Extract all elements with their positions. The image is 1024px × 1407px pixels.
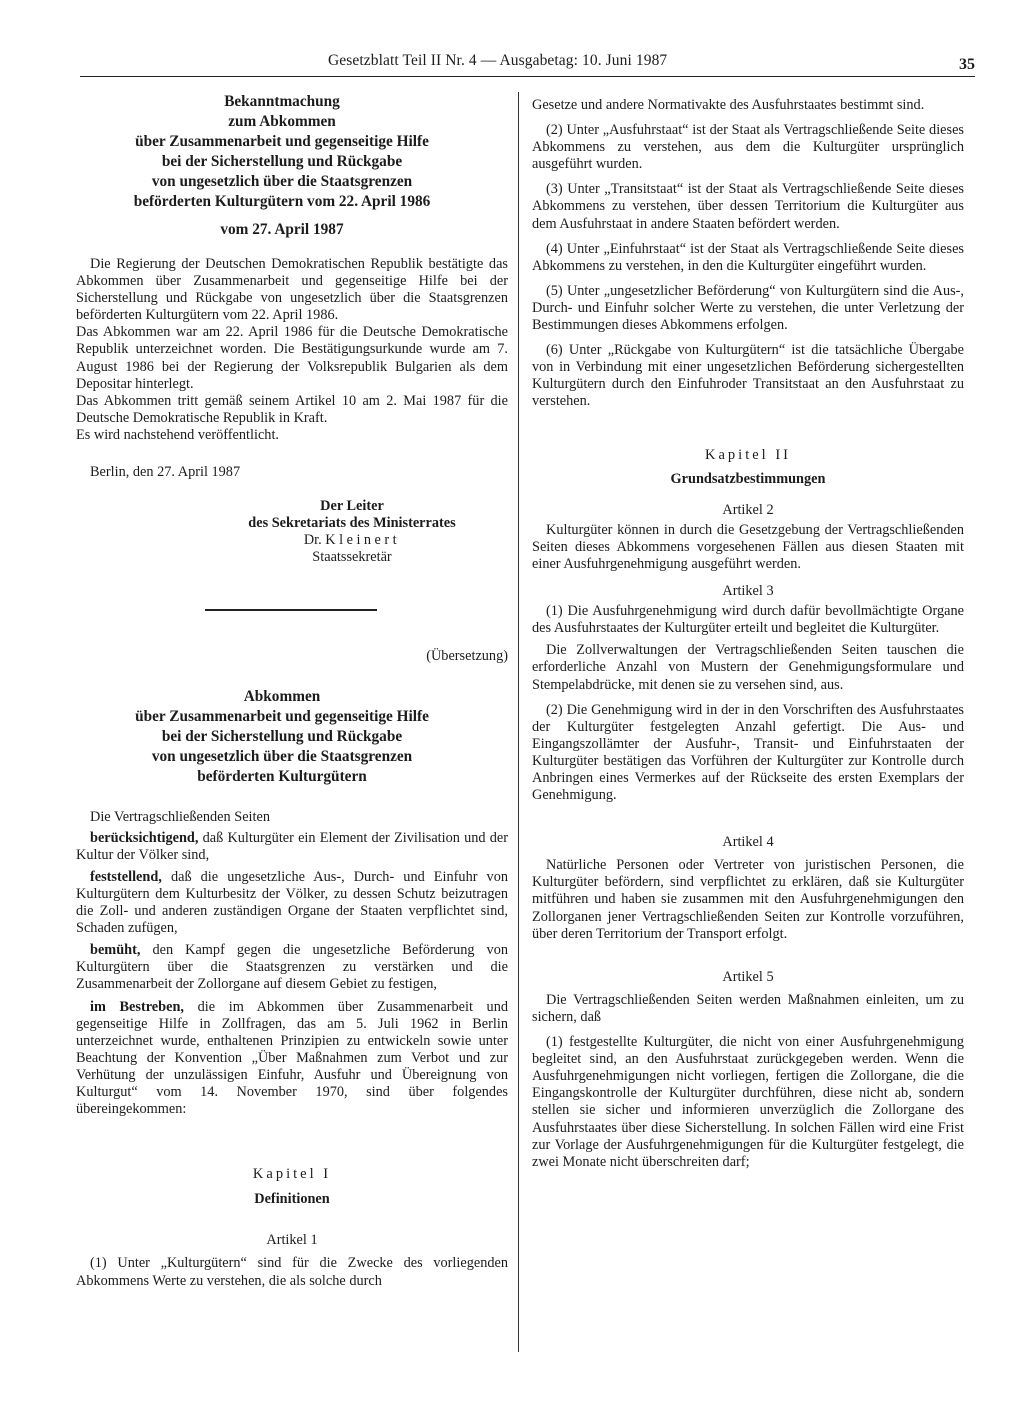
preamble bbox=[76, 830, 508, 1119]
preamble-clause bbox=[76, 942, 508, 993]
article2-heading: Artikel 2 bbox=[722, 501, 774, 518]
preamble-lead: berücksichtigend, bbox=[90, 829, 199, 846]
preamble-lead: feststellend, bbox=[90, 868, 162, 885]
announcement-title-line: bei der Sicherstellung und Rückgabe bbox=[161, 153, 403, 170]
article1-heading: Artikel 1 bbox=[266, 1232, 318, 1249]
chapter1-heading: Kapitel I bbox=[252, 1166, 332, 1183]
column-divider bbox=[518, 92, 519, 1352]
announcement-paragraph: Das Abkommen war am 22. April 1986 für die Deutsche Demokratische Republik unterzeichnet worden. Die Bestätigungsurkunde wurde am 7. August 1986 bei der Regierung der Volksrepublik Bulgarien als dem Depositar hinterlegt. bbox=[76, 324, 508, 392]
preamble-clause bbox=[76, 999, 508, 1119]
preamble-text: daß die ungesetzliche Aus-, Durch- und Einfuhr von Kulturgütern dem Kulturbesitz der Völker, zu dessen Schutz beizutragen die Zoll- und anderen zuständigen Organe der Staaten verpflichtet sind, Schaden zufügen, bbox=[76, 868, 508, 937]
signatory-title: Staatssekretär bbox=[312, 549, 392, 566]
article5-heading: Artikel 5 bbox=[722, 968, 774, 985]
article5-paragraph: (1) festgestellte Kulturgüter, die nicht von einer Ausfuhrgenehmigung begleitet sind, an den Ausfuhrstaat zurückgegeben werden. Wenn die Ausfuhrgenehmigungen nicht vorliegen, fertigen die Zollorgane, die die Eingangskontrolle der Kulturgüter durchführen, diese nicht ab, sondern stellen sie sicher und informieren unverzüglich die Zollorgane des Ausfuhrstaates über diese Sicherstellung. In solchen Fällen wird eine Frist zur Vorlage der Ausfuhrgenehmigungen für die Kulturgüter festgelegt, die zwei Monate nicht überschreiten darf; bbox=[532, 1034, 964, 1170]
preamble-text: daß Kulturgüter ein Element der Zivilisation und der Kultur der Völker sind, bbox=[76, 829, 508, 863]
agreement-title-line: über Zusammenarbeit und gegenseitige Hilfe bbox=[135, 707, 429, 725]
article3-paragraph: Die Zollverwaltungen der Vertragschließenden Seiten tauschen die erforderliche Anzahl von Mustern der Genehmigungsformulare und Stempelabdrücke, mit denen sie zu versehen sind, aus. bbox=[532, 642, 964, 693]
announcement-paragraph: Die Regierung der Deutschen Demokratischen Republik bestätigte das Abkommen über Zusammenarbeit und gegenseitige Hilfe bei der Sicherstellung und Rückgabe von ungesetzlich über die Staatsgrenzen beförderten Kulturgütern vom 22. April 1986. bbox=[76, 256, 508, 324]
preamble-text: die im Abkommen über Zusammenarbeit und gegenseitige Hilfe in Zollfragen, das am 5. Juli 1962 in Berlin unterzeichnet wurde, enthaltenen Prinzipien zu entwickeln sowie unter Beachtung der Konvention „Über Maßnahmen zum Verbot und zur Verhütung der unzulässigen Einfuhr, Ausfuhr und Übereignung von Kulturgut“ vom 14. November 1970, sind über folgendes übereingekommen: bbox=[76, 998, 508, 1118]
chapter1-title: Definitionen bbox=[254, 1191, 330, 1208]
article1-paragraph: (2) Unter „Ausfuhrstaat“ ist der Staat als Vertragschließende Seite dieses Abkommens zu verstehen, aus dem die Kulturgüter ursprünglich ausgeführt wurden. bbox=[532, 122, 964, 173]
preamble-clause bbox=[76, 830, 508, 864]
article4-heading: Artikel 4 bbox=[722, 834, 774, 851]
agreement-title-line: Abkommen bbox=[243, 687, 321, 705]
signature-block bbox=[196, 498, 508, 566]
article1-paragraph: (4) Unter „Einfuhrstaat“ ist der Staat als Vertragschließende Seite dieses Abkommens zu verstehen, in den die Kulturgüter eingeführt wurden. bbox=[532, 240, 964, 274]
article1-paragraph: (6) Unter „Rückgabe von Kulturgütern“ ist die tatsächliche Übergabe von in Verbindung mit einer ungesetzlichen Beförderung sichergestellten Kulturgütern durch den Einfuhroder Transitstaat an den Ausfuhrstaat zu verstehen. bbox=[532, 342, 964, 410]
article2-text: Kulturgüter können in durch die Gesetzgebung der Vertragschließenden Seiten dieses Abkommens vorgesehenen Fällen aus diesen Staaten mit einer Ausfuhrgenehmigung ausgeführt werden. bbox=[532, 521, 964, 572]
signatory-name: Kleinert bbox=[325, 532, 401, 549]
announcement-body bbox=[76, 256, 508, 444]
article5-intro: Die Vertragschließenden Seiten werden Maßnahmen einleiten, um zu sichern, daß bbox=[532, 991, 964, 1025]
place-date: Berlin, den 27. April 1987 bbox=[90, 464, 241, 481]
left-column bbox=[76, 92, 508, 1407]
preamble-clause bbox=[76, 869, 508, 937]
translation-note: (Übersetzung) bbox=[426, 647, 508, 664]
announcement-title-line: von ungesetzlich über die Staatsgrenzen bbox=[151, 173, 413, 190]
announcement-paragraph: Das Abkommen tritt gemäß seinem Artikel 10 am 2. Mai 1987 für die Deutsche Demokratische Republik in Kraft. bbox=[76, 392, 508, 426]
article1-paragraph: (5) Unter „ungesetzlicher Beförderung“ von Kulturgütern sind die Aus-, Durch- und Einfuhr solcher Werte zu verstehen, die unter Verletzung der Bestimmungen dieses Abkommens erfolgen. bbox=[532, 282, 964, 334]
signatory-prefix: Dr. bbox=[303, 532, 322, 549]
article1-paragraph: (1) Unter „Kulturgütern“ sind für die Zwecke des vorliegenden Abkommens Werte zu verstehen, die als solche durch bbox=[76, 1255, 508, 1289]
signatory-line: Der Leiter bbox=[320, 498, 384, 515]
signatory-name-line bbox=[196, 532, 508, 549]
announcement-title-line: beförderten Kulturgütern vom 22. April 1986 bbox=[133, 193, 431, 210]
header-title: Gesetzblatt Teil II Nr. 4 — Ausgabetag: 10. Juni 1987 bbox=[328, 52, 668, 69]
article1-paragraph: (3) Unter „Transitstaat“ ist der Staat als Vertragschließende Seite dieses Abkommens zu verstehen, über dessen Territorium die Kulturgüter aus dem Ausfuhrstaat in andere Staaten befördert werden. bbox=[532, 181, 964, 232]
chapter2-heading: Kapitel II bbox=[705, 446, 791, 463]
announcement-date: vom 27. April 1987 bbox=[220, 221, 344, 238]
article1-continuation: Gesetze und andere Normativakte des Ausfuhrstaates bestimmt sind. bbox=[532, 97, 925, 113]
preamble-intro: Die Vertragschließenden Seiten bbox=[90, 808, 270, 825]
announcement-paragraph: Es wird nachstehend veröffentlicht. bbox=[76, 426, 280, 443]
article3-paragraph: (2) Die Genehmigung wird in der in den Vorschriften des Ausfuhrstaates der Kulturgüter festgelegten Anzahl gefertigt. Die Aus- und Eingangszollämter der Ausfuhr-, Transit- und Einfuhrstaaten der Kulturgüter bestätigen das Vorführen der Kulturgüter zur Kontrolle durch Anbringen eines Vermerkes auf der Rückseite des ersten Exemplars der Genehmigung. bbox=[532, 701, 964, 804]
article4-text: Natürliche Personen oder Vertreter von juristischen Personen, die Kulturgüter befördern, sind verpflichtet zu erklären, daß sie Kulturgüter mitführen und haben sie zusammen mit den Ausfuhrgenehmigungen den Zollorganen jener Vertragschließenden Seiten zur Kontrolle vorzuführen, über deren Territorium der Transport erfolgt. bbox=[532, 857, 964, 942]
agreement-title-line: beförderten Kulturgütern bbox=[197, 767, 367, 785]
agreement-title bbox=[56, 687, 508, 787]
announcement-title-line: zum Abkommen bbox=[228, 113, 336, 130]
separator-rule bbox=[205, 609, 377, 611]
agreement-title-line: von ungesetzlich über die Staatsgrenzen bbox=[151, 747, 413, 765]
announcement-title-line: Bekanntmachung bbox=[224, 93, 340, 110]
page-number: 35 bbox=[959, 56, 975, 73]
article3-paragraph: (1) Die Ausfuhrgenehmigung wird durch dafür bevollmächtigte Organe des Ausfuhrstaates der Kulturgüter erteilt und begleitet die Kulturgüter. bbox=[532, 603, 964, 637]
chapter2-title: Grundsatzbestimmungen bbox=[670, 470, 826, 487]
preamble-lead: bemüht, bbox=[90, 942, 141, 959]
signatory-line: des Sekretariats des Ministerrates bbox=[248, 515, 456, 532]
right-column bbox=[532, 92, 964, 1407]
preamble-text: den Kampf gegen die ungesetzliche Beförderung von Kulturgütern über die Staatsgrenzen zu verstärken und die Zusammenarbeit der Zollorgane auf diesem Gebiet zu festigen, bbox=[76, 942, 508, 993]
article3-heading: Artikel 3 bbox=[722, 583, 774, 600]
agreement-title-line: bei der Sicherstellung und Rückgabe bbox=[161, 727, 403, 745]
announcement-title bbox=[56, 92, 508, 212]
announcement-title-line: über Zusammenarbeit und gegenseitige Hilfe bbox=[135, 133, 429, 150]
preamble-lead: im Bestreben, bbox=[90, 998, 184, 1015]
page-header bbox=[80, 52, 975, 77]
